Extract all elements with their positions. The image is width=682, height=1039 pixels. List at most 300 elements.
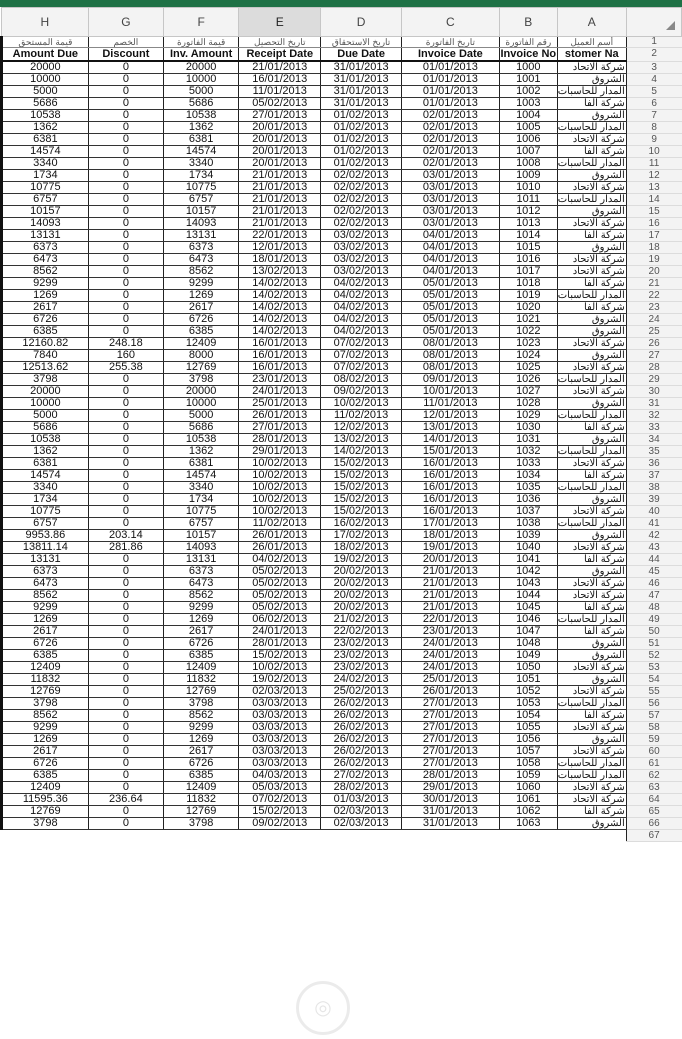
cell-h[interactable]: 6385 [2, 770, 89, 782]
cell-b[interactable]: 1054 [499, 710, 557, 722]
row-number[interactable]: 46 [626, 578, 681, 590]
cell-h[interactable]: 1362 [2, 446, 89, 458]
cell-a[interactable]: الشروق [557, 818, 626, 830]
cell-a[interactable]: شركة الفا [557, 602, 626, 614]
cell-b[interactable]: 1009 [499, 170, 557, 182]
column-header-e[interactable]: E [239, 8, 321, 37]
cell-a[interactable]: شركة الاتحاد [557, 542, 626, 554]
cell-a[interactable]: شركة الاتحاد [557, 686, 626, 698]
cell-a[interactable]: الشروق [557, 206, 626, 218]
cell-c[interactable]: 19/01/2013 [401, 542, 499, 554]
cell-c[interactable]: 21/01/2013 [401, 590, 499, 602]
cell-h[interactable]: 6381 [2, 458, 89, 470]
cell-e[interactable]: 05/02/2013 [239, 566, 321, 578]
cell-b[interactable]: 1034 [499, 470, 557, 482]
row-number[interactable]: 47 [626, 590, 681, 602]
cell-e[interactable]: 24/01/2013 [239, 626, 321, 638]
cell-b[interactable]: 1058 [499, 758, 557, 770]
cell-a[interactable]: شركة الاتحاد [557, 782, 626, 794]
cell-e[interactable]: 03/03/2013 [239, 698, 321, 710]
cell-f[interactable]: 5000 [164, 410, 239, 422]
cell-d[interactable]: 15/02/2013 [321, 482, 402, 494]
cell-g[interactable]: 160 [88, 350, 163, 362]
cell-b[interactable]: 1008 [499, 158, 557, 170]
cell-b[interactable]: 1036 [499, 494, 557, 506]
cell-d[interactable]: 24/02/2013 [321, 674, 402, 686]
empty-cell[interactable] [2, 830, 89, 842]
cell-b[interactable]: 1033 [499, 458, 557, 470]
cell-b[interactable]: 1022 [499, 326, 557, 338]
cell-f[interactable]: 2617 [164, 746, 239, 758]
cell-f[interactable]: 6385 [164, 770, 239, 782]
row-number[interactable]: 21 [626, 278, 681, 290]
cell-d[interactable]: 20/02/2013 [321, 566, 402, 578]
cell-f[interactable]: 1269 [164, 614, 239, 626]
row-number[interactable]: 4 [626, 74, 681, 86]
cell-b[interactable]: 1010 [499, 182, 557, 194]
cell-c[interactable]: 27/01/2013 [401, 698, 499, 710]
cell-e[interactable]: 22/01/2013 [239, 230, 321, 242]
cell-b[interactable]: 1026 [499, 374, 557, 386]
cell-f[interactable]: 6726 [164, 638, 239, 650]
cell-g[interactable]: 0 [88, 710, 163, 722]
cell-d[interactable]: 26/02/2013 [321, 722, 402, 734]
row-number[interactable]: 67 [626, 830, 681, 842]
cell-c[interactable]: 02/01/2013 [401, 158, 499, 170]
cell-f[interactable]: 5000 [164, 86, 239, 98]
cell-d[interactable]: 31/01/2013 [321, 98, 402, 110]
cell-c[interactable]: 04/01/2013 [401, 230, 499, 242]
cell-c[interactable]: 05/01/2013 [401, 314, 499, 326]
cell-f[interactable]: 12409 [164, 338, 239, 350]
cell-e[interactable]: 10/02/2013 [239, 470, 321, 482]
cell-g[interactable]: 0 [88, 770, 163, 782]
cell-e[interactable]: 29/01/2013 [239, 446, 321, 458]
row-number[interactable]: 12 [626, 170, 681, 182]
cell-a[interactable]: المدار للحاسبات [557, 158, 625, 169]
header-cell[interactable]: تاريخ الاستحقاق [321, 37, 402, 48]
cell-b[interactable]: 1055 [499, 722, 557, 734]
cell-h[interactable]: 8562 [2, 710, 89, 722]
cell-a[interactable]: الشروق [557, 398, 626, 410]
cell-f[interactable]: 20000 [164, 386, 239, 398]
row-number[interactable]: 38 [626, 482, 681, 494]
cell-f[interactable]: 2617 [164, 302, 239, 314]
cell-c[interactable]: 10/01/2013 [401, 386, 499, 398]
cell-g[interactable]: 0 [88, 98, 163, 110]
cell-f[interactable]: 14574 [164, 470, 239, 482]
cell-c[interactable]: 28/01/2013 [401, 770, 499, 782]
row-number[interactable]: 45 [626, 566, 681, 578]
cell-f[interactable]: 6473 [164, 254, 239, 266]
row-number[interactable]: 8 [626, 122, 681, 134]
cell-c[interactable]: 05/01/2013 [401, 278, 499, 290]
cell-f[interactable]: 3340 [164, 158, 239, 170]
cell-h[interactable]: 14574 [2, 146, 89, 158]
cell-b[interactable]: 1053 [499, 698, 557, 710]
cell-g[interactable]: 0 [88, 134, 163, 146]
cell-c[interactable]: 21/01/2013 [401, 602, 499, 614]
cell-a[interactable]: المدار للحاسبات [557, 698, 625, 709]
header-cell[interactable]: Inv. Amount [164, 48, 239, 62]
cell-f[interactable]: 8562 [164, 266, 239, 278]
cell-h[interactable]: 6726 [2, 638, 89, 650]
row-number[interactable]: 56 [626, 698, 681, 710]
cell-f[interactable]: 12409 [164, 662, 239, 674]
cell-f[interactable]: 6385 [164, 650, 239, 662]
cell-h[interactable]: 1734 [2, 494, 89, 506]
cell-e[interactable]: 03/03/2013 [239, 722, 321, 734]
cell-a[interactable]: المدار للحاسبات [557, 374, 625, 385]
cell-a[interactable]: شركة الاتحاد [557, 506, 626, 518]
cell-b[interactable]: 1019 [499, 290, 557, 302]
cell-a[interactable]: الشروق [557, 170, 626, 182]
cell-c[interactable]: 15/01/2013 [401, 446, 499, 458]
row-number[interactable]: 10 [626, 146, 681, 158]
cell-e[interactable]: 15/02/2013 [239, 806, 321, 818]
cell-h[interactable]: 9299 [2, 602, 89, 614]
cell-b[interactable]: 1057 [499, 746, 557, 758]
cell-f[interactable]: 13131 [164, 554, 239, 566]
cell-c[interactable]: 02/01/2013 [401, 134, 499, 146]
cell-h[interactable]: 12769 [2, 806, 89, 818]
cell-a[interactable]: الشروق [557, 326, 626, 338]
cell-a[interactable]: شركة الاتحاد [557, 590, 626, 602]
row-number[interactable]: 27 [626, 350, 681, 362]
cell-f[interactable]: 3798 [164, 374, 239, 386]
cell-c[interactable]: 03/01/2013 [401, 206, 499, 218]
cell-e[interactable]: 28/01/2013 [239, 434, 321, 446]
cell-b[interactable]: 1046 [499, 614, 557, 626]
row-number[interactable]: 11 [626, 158, 681, 170]
select-all-corner[interactable] [626, 8, 681, 37]
row-number[interactable]: 14 [626, 194, 681, 206]
cell-c[interactable]: 21/01/2013 [401, 578, 499, 590]
cell-d[interactable]: 16/02/2013 [321, 518, 402, 530]
cell-e[interactable]: 06/02/2013 [239, 614, 321, 626]
row-number[interactable]: 7 [626, 110, 681, 122]
column-header-c[interactable]: C [401, 8, 499, 37]
cell-e[interactable]: 07/02/2013 [239, 794, 321, 806]
cell-f[interactable]: 1269 [164, 290, 239, 302]
row-number[interactable]: 35 [626, 446, 681, 458]
cell-b[interactable]: 1005 [499, 122, 557, 134]
cell-d[interactable]: 25/02/2013 [321, 686, 402, 698]
cell-h[interactable]: 10000 [2, 74, 89, 86]
cell-g[interactable]: 0 [88, 482, 163, 494]
cell-d[interactable]: 01/02/2013 [321, 158, 402, 170]
cell-b[interactable]: 1004 [499, 110, 557, 122]
cell-e[interactable]: 20/01/2013 [239, 146, 321, 158]
cell-a[interactable]: المدار للحاسبات [557, 518, 625, 529]
column-header-f[interactable]: F [164, 8, 239, 37]
row-number[interactable]: 37 [626, 470, 681, 482]
cell-b[interactable]: 1012 [499, 206, 557, 218]
empty-cell[interactable] [321, 830, 402, 842]
cell-f[interactable]: 6757 [164, 518, 239, 530]
cell-h[interactable]: 10157 [2, 206, 89, 218]
cell-h[interactable]: 5000 [2, 410, 89, 422]
row-number[interactable]: 31 [626, 398, 681, 410]
cell-g[interactable]: 0 [88, 326, 163, 338]
empty-cell[interactable] [164, 830, 239, 842]
cell-f[interactable]: 3798 [164, 818, 239, 830]
cell-h[interactable]: 20000 [2, 61, 89, 74]
cell-h[interactable]: 9953.86 [2, 530, 89, 542]
cell-e[interactable]: 14/02/2013 [239, 278, 321, 290]
cell-b[interactable]: 1018 [499, 278, 557, 290]
cell-a[interactable]: الشروق [557, 674, 626, 686]
cell-d[interactable]: 31/01/2013 [321, 61, 402, 74]
cell-b[interactable]: 1001 [499, 74, 557, 86]
row-number[interactable]: 2 [626, 48, 681, 62]
cell-d[interactable]: 01/02/2013 [321, 110, 402, 122]
cell-c[interactable]: 03/01/2013 [401, 194, 499, 206]
cell-h[interactable]: 1269 [2, 290, 89, 302]
cell-a[interactable]: المدار للحاسبات [557, 758, 625, 769]
cell-a[interactable]: الشروق [557, 734, 626, 746]
cell-g[interactable]: 0 [88, 638, 163, 650]
row-number[interactable]: 25 [626, 326, 681, 338]
cell-d[interactable]: 15/02/2013 [321, 458, 402, 470]
cell-f[interactable]: 10538 [164, 110, 239, 122]
cell-a[interactable]: شركة الاتحاد [557, 182, 626, 194]
cell-h[interactable]: 3798 [2, 818, 89, 830]
cell-a[interactable]: شركة الاتحاد [557, 458, 626, 470]
row-number[interactable]: 65 [626, 806, 681, 818]
cell-h[interactable]: 6381 [2, 134, 89, 146]
cell-b[interactable]: 1017 [499, 266, 557, 278]
spreadsheet-grid[interactable] [0, 7, 682, 1039]
cell-a[interactable]: الشروق [557, 314, 626, 326]
cell-d[interactable]: 04/02/2013 [321, 302, 402, 314]
cell-a[interactable]: الشروق [557, 350, 626, 362]
cell-b[interactable]: 1015 [499, 242, 557, 254]
cell-f[interactable]: 11832 [164, 794, 239, 806]
cell-a[interactable]: المدار للحاسبات [557, 482, 625, 493]
cell-d[interactable]: 19/02/2013 [321, 554, 402, 566]
row-number[interactable]: 22 [626, 290, 681, 302]
cell-e[interactable]: 04/02/2013 [239, 554, 321, 566]
cell-f[interactable]: 2617 [164, 626, 239, 638]
cell-b[interactable]: 1042 [499, 566, 557, 578]
header-cell[interactable]: قيمة الفاتورة [164, 37, 239, 48]
cell-e[interactable]: 14/02/2013 [239, 302, 321, 314]
cell-d[interactable]: 03/02/2013 [321, 266, 402, 278]
cell-e[interactable]: 21/01/2013 [239, 218, 321, 230]
cell-a[interactable]: شركة الفا [557, 710, 626, 722]
cell-f[interactable]: 10775 [164, 506, 239, 518]
header-cell[interactable]: Due Date [321, 48, 402, 62]
header-cell[interactable]: Invoice Date [401, 48, 499, 62]
cell-h[interactable]: 11832 [2, 674, 89, 686]
cell-e[interactable]: 23/01/2013 [239, 374, 321, 386]
cell-b[interactable]: 1045 [499, 602, 557, 614]
row-number[interactable]: 32 [626, 410, 681, 422]
cell-e[interactable]: 26/01/2013 [239, 410, 321, 422]
empty-cell[interactable] [88, 830, 163, 842]
cell-f[interactable]: 10000 [164, 398, 239, 410]
cell-c[interactable]: 29/01/2013 [401, 782, 499, 794]
header-cell[interactable]: Amount Due [2, 48, 89, 62]
cell-b[interactable]: 1035 [499, 482, 557, 494]
cell-f[interactable]: 1362 [164, 122, 239, 134]
cell-e[interactable]: 05/02/2013 [239, 590, 321, 602]
cell-b[interactable]: 1059 [499, 770, 557, 782]
cell-g[interactable]: 0 [88, 458, 163, 470]
row-number[interactable]: 63 [626, 782, 681, 794]
row-number[interactable]: 50 [626, 626, 681, 638]
cell-h[interactable]: 2617 [2, 626, 89, 638]
cell-c[interactable]: 27/01/2013 [401, 734, 499, 746]
row-number[interactable]: 51 [626, 638, 681, 650]
cell-e[interactable]: 05/02/2013 [239, 578, 321, 590]
cell-f[interactable]: 1362 [164, 446, 239, 458]
cell-c[interactable]: 05/01/2013 [401, 290, 499, 302]
cell-f[interactable]: 3340 [164, 482, 239, 494]
cell-c[interactable]: 01/01/2013 [401, 98, 499, 110]
cell-d[interactable]: 15/02/2013 [321, 470, 402, 482]
cell-h[interactable]: 5686 [2, 422, 89, 434]
cell-g[interactable]: 0 [88, 758, 163, 770]
cell-f[interactable]: 12769 [164, 362, 239, 374]
cell-e[interactable]: 10/02/2013 [239, 506, 321, 518]
cell-f[interactable]: 6757 [164, 194, 239, 206]
cell-g[interactable]: 0 [88, 734, 163, 746]
cell-e[interactable]: 05/02/2013 [239, 98, 321, 110]
cell-h[interactable]: 6473 [2, 254, 89, 266]
row-number[interactable]: 53 [626, 662, 681, 674]
cell-f[interactable]: 8562 [164, 590, 239, 602]
cell-d[interactable]: 28/02/2013 [321, 782, 402, 794]
cell-c[interactable]: 27/01/2013 [401, 746, 499, 758]
cell-e[interactable]: 10/02/2013 [239, 662, 321, 674]
cell-b[interactable]: 1014 [499, 230, 557, 242]
cell-c[interactable]: 04/01/2013 [401, 266, 499, 278]
cell-d[interactable]: 23/02/2013 [321, 638, 402, 650]
cell-g[interactable]: 0 [88, 650, 163, 662]
header-cell[interactable]: تاريخ الفاتورة [401, 37, 499, 48]
cell-b[interactable]: 1002 [499, 86, 557, 98]
cell-c[interactable]: 13/01/2013 [401, 422, 499, 434]
cell-f[interactable]: 10775 [164, 182, 239, 194]
cell-c[interactable]: 17/01/2013 [401, 518, 499, 530]
cell-g[interactable]: 0 [88, 170, 163, 182]
cell-e[interactable]: 26/01/2013 [239, 542, 321, 554]
cell-f[interactable]: 9299 [164, 602, 239, 614]
cell-b[interactable]: 1027 [499, 386, 557, 398]
cell-d[interactable]: 01/02/2013 [321, 134, 402, 146]
row-number[interactable]: 34 [626, 434, 681, 446]
cell-g[interactable]: 0 [88, 578, 163, 590]
cell-a[interactable]: شركة الاتحاد [557, 338, 626, 350]
cell-e[interactable]: 20/01/2013 [239, 122, 321, 134]
cell-g[interactable]: 0 [88, 626, 163, 638]
cell-d[interactable]: 17/02/2013 [321, 530, 402, 542]
cell-a[interactable]: شركة الاتحاد [557, 362, 626, 374]
cell-a[interactable]: شركة الاتحاد [557, 386, 626, 398]
cell-d[interactable]: 20/02/2013 [321, 578, 402, 590]
cell-d[interactable]: 08/02/2013 [321, 374, 402, 386]
header-cell[interactable]: Invoice No [500, 48, 557, 60]
cell-d[interactable]: 21/02/2013 [321, 614, 402, 626]
cell-d[interactable]: 23/02/2013 [321, 662, 402, 674]
cell-a[interactable]: شركة الفا [557, 302, 626, 314]
cell-a[interactable]: الشروق [557, 638, 626, 650]
cell-h[interactable]: 2617 [2, 746, 89, 758]
cell-h[interactable]: 6385 [2, 650, 89, 662]
cell-e[interactable]: 16/01/2013 [239, 338, 321, 350]
cell-h[interactable]: 3798 [2, 374, 89, 386]
cell-a[interactable]: شركة الفا [557, 626, 626, 638]
cell-f[interactable]: 20000 [164, 61, 239, 74]
cell-h[interactable]: 5686 [2, 98, 89, 110]
cell-a[interactable]: شركة الاتحاد [557, 61, 626, 74]
cell-f[interactable]: 3798 [164, 698, 239, 710]
cell-b[interactable]: 1048 [499, 638, 557, 650]
cell-d[interactable]: 18/02/2013 [321, 542, 402, 554]
cell-h[interactable]: 11595.36 [2, 794, 89, 806]
cell-e[interactable]: 16/01/2013 [239, 74, 321, 86]
cell-d[interactable]: 03/02/2013 [321, 254, 402, 266]
cell-g[interactable]: 0 [88, 434, 163, 446]
cell-b[interactable]: 1060 [499, 782, 557, 794]
cell-c[interactable]: 26/01/2013 [401, 686, 499, 698]
cell-h[interactable]: 10538 [2, 110, 89, 122]
cell-f[interactable]: 8000 [164, 350, 239, 362]
header-cell[interactable]: رقم الفاتورة [499, 37, 557, 48]
cell-b[interactable]: 1041 [499, 554, 557, 566]
cell-g[interactable]: 0 [88, 470, 163, 482]
cell-f[interactable]: 6726 [164, 758, 239, 770]
cell-g[interactable]: 0 [88, 806, 163, 818]
cell-d[interactable]: 04/02/2013 [321, 278, 402, 290]
cell-c[interactable]: 16/01/2013 [401, 506, 499, 518]
cell-b[interactable]: 1030 [499, 422, 557, 434]
row-number[interactable]: 64 [626, 794, 681, 806]
cell-f[interactable]: 14093 [164, 218, 239, 230]
cell-a[interactable]: المدار للحاسبات [557, 446, 625, 457]
cell-g[interactable]: 0 [88, 218, 163, 230]
cell-f[interactable]: 6381 [164, 458, 239, 470]
cell-d[interactable]: 22/02/2013 [321, 626, 402, 638]
cell-g[interactable]: 0 [88, 506, 163, 518]
cell-a[interactable]: شركة الاتحاد [557, 722, 626, 734]
cell-g[interactable]: 203.14 [88, 530, 163, 542]
cell-g[interactable]: 0 [88, 314, 163, 326]
cell-g[interactable]: 248.18 [88, 338, 163, 350]
cell-a[interactable]: شركة الفا [557, 806, 626, 818]
cell-d[interactable]: 01/02/2013 [321, 122, 402, 134]
cell-d[interactable]: 26/02/2013 [321, 710, 402, 722]
cell-g[interactable]: 0 [88, 158, 163, 170]
cell-c[interactable]: 31/01/2013 [401, 818, 499, 830]
cell-a[interactable]: الشروق [557, 494, 626, 506]
cell-d[interactable]: 26/02/2013 [321, 698, 402, 710]
cell-g[interactable]: 0 [88, 230, 163, 242]
cell-h[interactable]: 6473 [2, 578, 89, 590]
cell-a[interactable]: شركة الاتحاد [557, 218, 626, 230]
cell-g[interactable]: 0 [88, 614, 163, 626]
cell-g[interactable]: 0 [88, 566, 163, 578]
cell-c[interactable]: 16/01/2013 [401, 494, 499, 506]
row-number[interactable]: 20 [626, 266, 681, 278]
cell-e[interactable]: 14/02/2013 [239, 290, 321, 302]
row-number[interactable]: 54 [626, 674, 681, 686]
cell-h[interactable]: 7840 [2, 350, 89, 362]
cell-a[interactable]: شركة الاتحاد [557, 134, 626, 146]
header-cell[interactable]: stomer Na [557, 48, 626, 62]
